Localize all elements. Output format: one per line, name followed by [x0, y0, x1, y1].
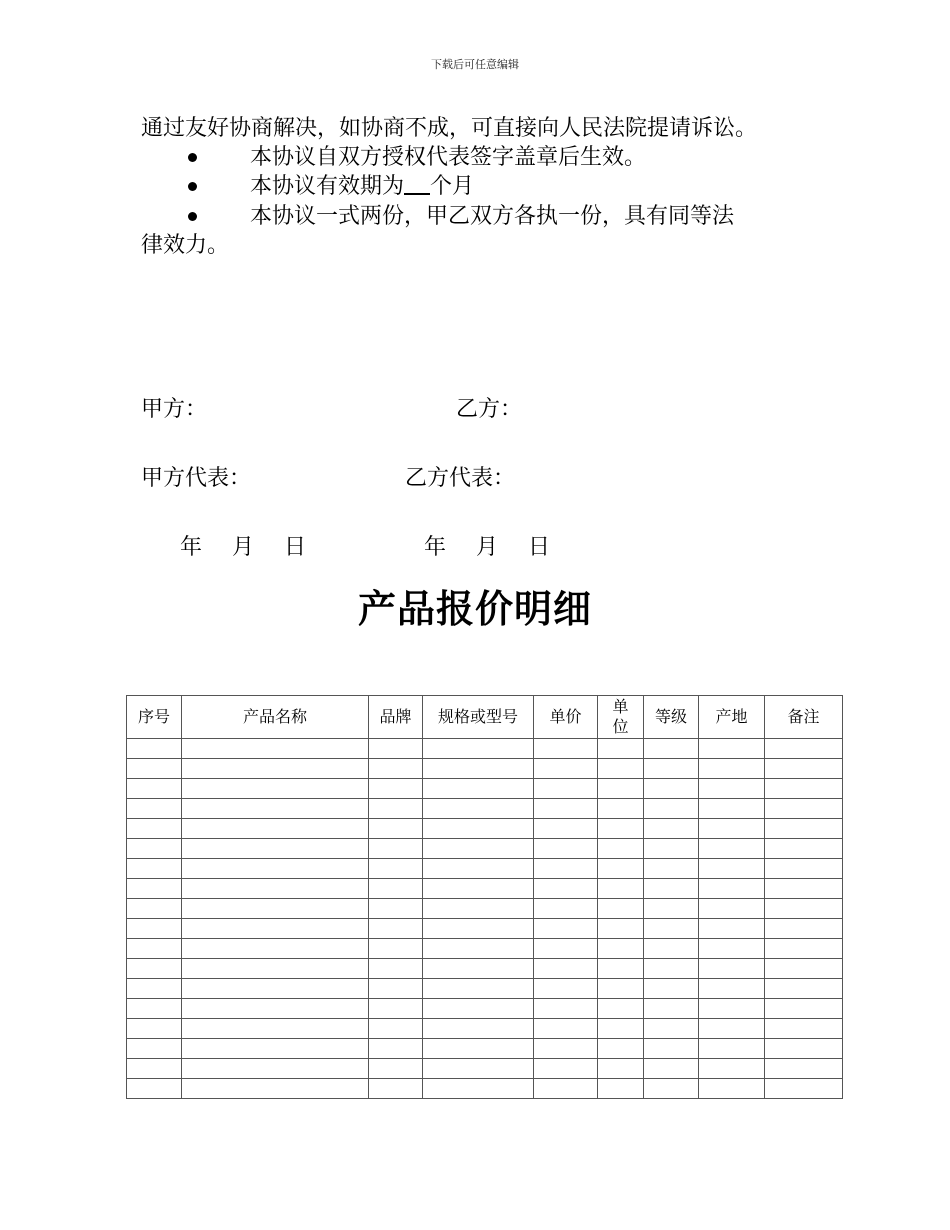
table-cell[interactable]: [423, 919, 534, 939]
table-row: [127, 799, 843, 819]
table-cell[interactable]: [598, 1059, 644, 1079]
table-row: [127, 939, 843, 959]
table-cell[interactable]: [699, 799, 765, 819]
table-row: [127, 879, 843, 899]
table-cell[interactable]: [699, 819, 765, 839]
table-cell[interactable]: [765, 899, 843, 919]
table-cell[interactable]: [369, 919, 423, 939]
table-cell[interactable]: [534, 1039, 598, 1059]
quote-table: [126, 695, 843, 1099]
table-cell[interactable]: [765, 919, 843, 939]
table-cell[interactable]: [644, 879, 699, 899]
table-cell[interactable]: [423, 819, 534, 839]
table-cell[interactable]: [644, 919, 699, 939]
table-row: [127, 899, 843, 919]
party-a-rep-label: 甲方代表：: [141, 466, 252, 491]
table-cell[interactable]: [127, 1019, 182, 1039]
table-cell[interactable]: [765, 1039, 843, 1059]
table-cell[interactable]: [127, 779, 182, 799]
table-cell[interactable]: [369, 839, 423, 859]
table-cell[interactable]: [423, 999, 534, 1019]
table-cell[interactable]: [598, 739, 644, 759]
table-cell[interactable]: [127, 739, 182, 759]
quote-header-row: [127, 696, 843, 739]
table-cell[interactable]: [423, 779, 534, 799]
table-cell[interactable]: [534, 939, 598, 959]
table-cell[interactable]: [423, 799, 534, 819]
table-cell[interactable]: [369, 1059, 423, 1079]
table-cell[interactable]: [699, 839, 765, 859]
table-cell[interactable]: [182, 979, 369, 999]
table-cell[interactable]: [127, 879, 182, 899]
table-cell[interactable]: [644, 819, 699, 839]
table-cell[interactable]: [127, 999, 182, 1019]
table-cell[interactable]: [765, 859, 843, 879]
table-cell[interactable]: [644, 979, 699, 999]
table-cell[interactable]: [534, 739, 598, 759]
table-cell[interactable]: [127, 1059, 182, 1079]
table-cell[interactable]: [182, 839, 369, 859]
table-row: [127, 839, 843, 859]
table-cell[interactable]: [644, 1079, 699, 1099]
bullet-3-continued: 律效力。: [141, 233, 230, 258]
table-cell[interactable]: [598, 779, 644, 799]
table-cell[interactable]: [598, 1079, 644, 1099]
table-cell[interactable]: [534, 859, 598, 879]
table-cell[interactable]: [423, 979, 534, 999]
table-cell[interactable]: [182, 859, 369, 879]
table-cell[interactable]: [765, 739, 843, 759]
table-cell[interactable]: [699, 899, 765, 919]
table-cell[interactable]: [699, 1019, 765, 1039]
table-cell[interactable]: [369, 999, 423, 1019]
table-cell[interactable]: [127, 1039, 182, 1059]
table-cell[interactable]: [423, 939, 534, 959]
table-cell[interactable]: [598, 1039, 644, 1059]
table-cell[interactable]: [369, 959, 423, 979]
table-cell[interactable]: [423, 759, 534, 779]
table-cell[interactable]: [182, 999, 369, 1019]
table-cell[interactable]: [644, 1059, 699, 1079]
table-cell[interactable]: [598, 1019, 644, 1039]
table-cell[interactable]: [644, 939, 699, 959]
col-header-grade: 等级: [644, 696, 699, 739]
table-cell[interactable]: [182, 879, 369, 899]
table-cell[interactable]: [127, 819, 182, 839]
table-cell[interactable]: [182, 1039, 369, 1059]
table-cell[interactable]: [644, 959, 699, 979]
table-cell[interactable]: [182, 959, 369, 979]
table-cell[interactable]: [423, 1019, 534, 1039]
table-row: [127, 1019, 843, 1039]
table-cell[interactable]: [699, 859, 765, 879]
table-cell[interactable]: [369, 799, 423, 819]
table-cell[interactable]: [369, 979, 423, 999]
table-cell[interactable]: [644, 1019, 699, 1039]
col-header-remarks: 备注: [765, 696, 843, 739]
table-cell[interactable]: [369, 1019, 423, 1039]
table-cell[interactable]: [127, 759, 182, 779]
table-cell[interactable]: [699, 1059, 765, 1079]
table-cell[interactable]: [598, 759, 644, 779]
table-row: [127, 759, 843, 779]
table-cell[interactable]: [369, 899, 423, 919]
table-cell[interactable]: [127, 979, 182, 999]
table-cell[interactable]: [534, 1079, 598, 1099]
table-cell[interactable]: [598, 899, 644, 919]
table-cell[interactable]: [699, 979, 765, 999]
table-cell[interactable]: [182, 1059, 369, 1079]
table-cell[interactable]: [369, 739, 423, 759]
table-cell[interactable]: [534, 999, 598, 1019]
table-cell[interactable]: [182, 799, 369, 819]
col-header-index: 序号: [127, 696, 182, 739]
table-cell[interactable]: [534, 799, 598, 819]
table-cell[interactable]: [699, 759, 765, 779]
table-cell[interactable]: [182, 1079, 369, 1099]
table-cell[interactable]: [534, 779, 598, 799]
table-cell[interactable]: [127, 959, 182, 979]
table-cell[interactable]: [699, 1079, 765, 1099]
table-cell[interactable]: [644, 999, 699, 1019]
date-b: 年 月 日: [424, 535, 555, 560]
table-cell[interactable]: [182, 739, 369, 759]
term-blank: [404, 173, 430, 195]
table-cell[interactable]: [182, 919, 369, 939]
table-cell[interactable]: [534, 959, 598, 979]
table-cell[interactable]: [127, 799, 182, 819]
table-cell[interactable]: [127, 839, 182, 859]
table-cell[interactable]: [534, 839, 598, 859]
table-cell[interactable]: [644, 839, 699, 859]
table-cell[interactable]: [699, 999, 765, 1019]
table-cell[interactable]: [182, 1019, 369, 1039]
table-cell[interactable]: [423, 899, 534, 919]
table-cell[interactable]: [644, 779, 699, 799]
bullet-1: 本协议自双方授权代表签字盖章后生效。: [250, 145, 647, 170]
table-cell[interactable]: [534, 1059, 598, 1079]
table-cell[interactable]: [598, 959, 644, 979]
bullet-3: 本协议一式两份，甲乙双方各执一份，具有同等法: [250, 204, 735, 229]
table-cell[interactable]: [699, 779, 765, 799]
table-cell[interactable]: [423, 959, 534, 979]
table-row: [127, 959, 843, 979]
table-row: [127, 1079, 843, 1099]
table-cell[interactable]: [765, 939, 843, 959]
table-cell[interactable]: [699, 879, 765, 899]
table-cell[interactable]: [598, 819, 644, 839]
table-cell[interactable]: [598, 919, 644, 939]
party-a-label: 甲方：: [141, 397, 208, 422]
table-cell[interactable]: [644, 859, 699, 879]
table-cell[interactable]: [369, 1039, 423, 1059]
table-cell[interactable]: [423, 1039, 534, 1059]
bullet-2-suffix: 个月: [430, 174, 475, 199]
bullet-2-prefix: 本协议有效期为: [250, 174, 405, 199]
table-row: [127, 1059, 843, 1079]
body-line-1: 通过友好协商解决，如协商不成，可直接向人民法院提请诉讼。: [141, 116, 758, 141]
quote-title: 产品报价明细: [357, 587, 592, 631]
col-header-origin: 产地: [699, 696, 765, 739]
table-cell[interactable]: [765, 759, 843, 779]
table-cell[interactable]: [182, 779, 369, 799]
table-row: [127, 999, 843, 1019]
table-cell[interactable]: [699, 739, 765, 759]
table-cell[interactable]: [644, 739, 699, 759]
table-cell[interactable]: [369, 939, 423, 959]
table-cell[interactable]: [182, 939, 369, 959]
table-cell[interactable]: [423, 1059, 534, 1079]
table-row: [127, 979, 843, 999]
table-cell[interactable]: [127, 919, 182, 939]
table-cell[interactable]: [765, 879, 843, 899]
table-cell[interactable]: [765, 799, 843, 819]
table-cell[interactable]: [644, 1039, 699, 1059]
quote-table-body: [127, 739, 843, 1099]
table-cell[interactable]: [182, 759, 369, 779]
col-header-spec: 规格或型号: [423, 696, 534, 739]
table-cell[interactable]: [598, 979, 644, 999]
table-cell[interactable]: [127, 939, 182, 959]
col-header-unit: 单位: [598, 696, 644, 739]
table-cell[interactable]: [765, 979, 843, 999]
table-cell[interactable]: [369, 1079, 423, 1099]
table-cell[interactable]: [423, 739, 534, 759]
page-header: 下载后可任意编辑: [431, 58, 519, 71]
bullet-dot-2: [188, 182, 197, 191]
table-cell[interactable]: [765, 1079, 843, 1099]
col-header-unit-price: 单价: [534, 696, 598, 739]
table-row: [127, 859, 843, 879]
table-row: [127, 1039, 843, 1059]
table-row: [127, 819, 843, 839]
table-cell[interactable]: [127, 1079, 182, 1099]
table-cell[interactable]: [765, 959, 843, 979]
table-cell[interactable]: [598, 799, 644, 819]
table-cell[interactable]: [423, 859, 534, 879]
date-a: 年 月 日: [180, 535, 311, 560]
table-cell[interactable]: [423, 879, 534, 899]
table-cell[interactable]: [127, 899, 182, 919]
table-row: [127, 739, 843, 759]
table-cell[interactable]: [534, 819, 598, 839]
table-cell[interactable]: [369, 759, 423, 779]
table-cell[interactable]: [765, 1059, 843, 1079]
table-cell[interactable]: [369, 779, 423, 799]
col-header-product-name: 产品名称: [182, 696, 369, 739]
party-b-label: 乙方：: [456, 397, 523, 422]
table-cell[interactable]: [644, 759, 699, 779]
table-cell[interactable]: [598, 999, 644, 1019]
table-cell[interactable]: [699, 939, 765, 959]
table-cell[interactable]: [598, 939, 644, 959]
party-b-rep-label: 乙方代表：: [405, 466, 516, 491]
table-cell[interactable]: [369, 859, 423, 879]
table-cell[interactable]: [534, 899, 598, 919]
table-cell[interactable]: [598, 879, 644, 899]
bullet-dot-3: [188, 212, 197, 221]
table-cell[interactable]: [598, 859, 644, 879]
table-cell[interactable]: [765, 1019, 843, 1039]
table-cell[interactable]: [423, 839, 534, 859]
bullet-dot-1: [188, 153, 197, 162]
col-header-brand: 品牌: [369, 696, 423, 739]
table-cell[interactable]: [765, 779, 843, 799]
table-cell[interactable]: [699, 919, 765, 939]
table-row: [127, 919, 843, 939]
table-cell[interactable]: [534, 919, 598, 939]
table-cell[interactable]: [699, 1039, 765, 1059]
table-cell[interactable]: [369, 819, 423, 839]
table-cell[interactable]: [127, 859, 182, 879]
table-cell[interactable]: [765, 819, 843, 839]
table-cell[interactable]: [534, 1019, 598, 1039]
table-cell[interactable]: [534, 979, 598, 999]
table-cell[interactable]: [598, 839, 644, 859]
table-cell[interactable]: [699, 959, 765, 979]
table-cell[interactable]: [765, 839, 843, 859]
table-cell[interactable]: [182, 899, 369, 919]
table-cell[interactable]: [644, 899, 699, 919]
table-cell[interactable]: [644, 799, 699, 819]
table-cell[interactable]: [765, 999, 843, 1019]
table-cell[interactable]: [369, 879, 423, 899]
table-row: [127, 779, 843, 799]
table-cell[interactable]: [534, 879, 598, 899]
table-cell[interactable]: [423, 1079, 534, 1099]
bullet-2: [250, 172, 474, 201]
table-cell[interactable]: [534, 759, 598, 779]
table-cell[interactable]: [182, 819, 369, 839]
